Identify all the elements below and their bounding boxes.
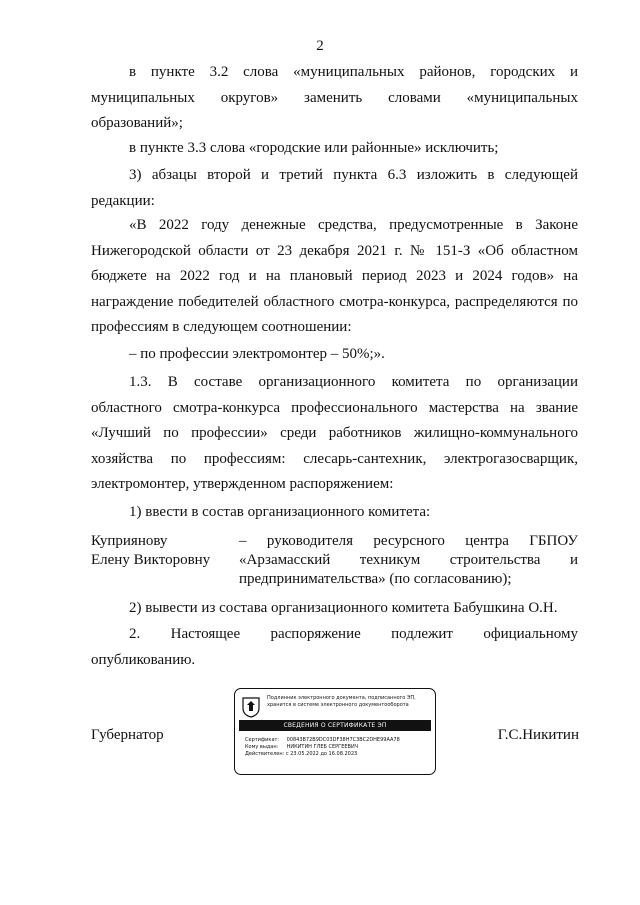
text-line: редакции: <box>91 192 155 209</box>
text-line: в пункте 3.2 слова «муниципальных районов, городских и <box>129 64 578 80</box>
text-line: Нижегородской области от 23 декабря 2021 г. № 151-З «Об областном <box>91 242 578 259</box>
text-line: бюджете на 2022 год и на плановый период 2023 и 2024 годов» на <box>91 268 578 284</box>
text-line: хозяйства по профессиям: слесарь-сантехник, электрогазосварщик, <box>91 450 578 467</box>
row-value: 00843B72B9DC03DF38H7C3BC2DHE99AA78 <box>286 737 400 743</box>
certificate-row <box>245 737 431 744</box>
text-line: 3) абзацы второй и третий пункта 6.3 изложить в следующей <box>129 167 578 183</box>
name-line: Куприянову <box>91 533 168 549</box>
desc-line: предпринимательства» (по согласованию); <box>239 571 512 587</box>
paragraph-8 <box>91 596 578 622</box>
desc-line: – руководителя ресурсного центра ГБПОУ <box>239 533 578 549</box>
paragraph-1 <box>91 60 578 137</box>
stamp-details <box>245 737 431 758</box>
text-line: «Лучший по профессии» среди работников жилищно-коммунального <box>91 425 578 441</box>
paragraph-7 <box>91 500 578 526</box>
row-value: НИКИТИН ГЛЕБ СЕРГЕЕВИЧ <box>286 744 359 750</box>
paragraph-2 <box>91 136 578 162</box>
coat-of-arms-icon <box>241 696 261 718</box>
text-line: 1) ввести в состав организационного комитета: <box>129 504 431 520</box>
paragraph-9 <box>91 622 578 673</box>
text-line: опубликованию. <box>91 651 196 668</box>
text-line: 2) вывести из состава организационного комитета Бабушкина О.Н. <box>129 600 558 616</box>
row-label: Кому выдан: <box>245 744 279 750</box>
signatory-position: Губернатор <box>91 727 164 743</box>
text-line: в пункте 3.3 слова «городские или районные» исключить; <box>129 140 499 156</box>
text-line: муниципальных округов» заменить словами «муниципальных <box>91 89 578 106</box>
text-line: награждение победителей областного смотра-конкурса, распределяются по <box>91 293 578 310</box>
owner-row <box>245 744 431 751</box>
row-label: Действителен: с 23.05.2022 до 16.08.2023 <box>245 751 358 757</box>
validity-row <box>245 751 431 758</box>
member-description <box>239 532 578 589</box>
page-number: 2 <box>316 38 324 54</box>
text-line: 2. Настоящее распоряжение подлежит официальному <box>129 626 578 642</box>
text-line: «В 2022 году денежные средства, предусмотренные в Законе <box>129 217 578 233</box>
paragraph-5 <box>91 342 578 368</box>
row-label: Сертификат: <box>245 737 280 743</box>
paragraph-6 <box>91 370 578 498</box>
paragraph-3 <box>91 163 578 214</box>
paragraph-4 <box>91 213 578 341</box>
stamp-note: Подлинник электронного документа, подписанного ЭП, хранится в системе электронного документооборота <box>267 695 416 708</box>
text-line: областного смотра-конкурса профессионального мастерства на звание <box>91 399 578 416</box>
stamp-header: СВЕДЕНИЯ О СЕРТИФИКАТЕ ЭП <box>239 720 431 731</box>
name-line: Елену Викторовну <box>91 552 211 568</box>
text-line: электромонтер, утвержденном распоряжением: <box>91 476 394 492</box>
e-signature-stamp <box>234 688 436 775</box>
text-line: образований»; <box>91 115 183 131</box>
member-name <box>91 532 231 570</box>
text-line: 1.3. В составе организационного комитета по организации <box>129 374 578 390</box>
text-line: – по профессии электромонтер – 50%;». <box>129 346 385 362</box>
desc-line: «Арзамасский техникум строительства и <box>239 552 578 568</box>
signatory-name: Г.С.Никитин <box>497 727 579 743</box>
text-line: профессиям в следующем соотношении: <box>91 319 352 335</box>
